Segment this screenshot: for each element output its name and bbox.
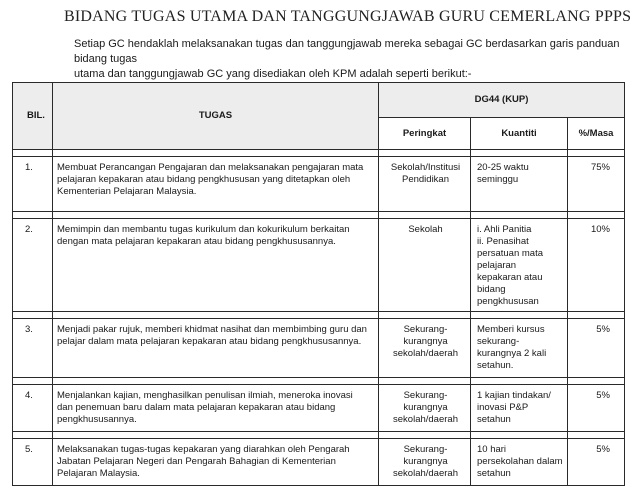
header-peringkat: Peringkat — [379, 118, 471, 150]
header-masa: %/Masa — [568, 118, 625, 150]
kuantiti-item-2: ii. Penasihat persatuan mata pelajaran kepakaran atau bidang pengkhususan — [477, 236, 544, 307]
row-masa: 5% — [568, 385, 625, 432]
row-tugas: Melaksanakan tugas-tugas kepakaran yang diarahkan oleh Pengarah Jabatan Pelajaran Negeri dan Pengarah Bahagian di Kementerian Pelajaran Malaysia. — [53, 439, 379, 486]
header-dg44: DG44 (KUP) — [379, 83, 625, 118]
intro-line-2: utama dan tanggungjawab GC yang disediakan oleh KPM adalah seperti berikut:- — [74, 68, 472, 80]
row-peringkat: Sekurang-kurangnya sekolah/daerah — [379, 439, 471, 486]
intro-line-1: Setiap GC hendaklah melaksanakan tugas dan tanggungjawab mereka sebagai GC berdasarkan garis panduan bidang tugas — [74, 38, 620, 65]
row-tugas: Membuat Perancangan Pengajaran dan melaksanakan pengajaran mata pelajaran kepakaran atau bidang pengkhususan yang ditetapkan oleh Kementerian Pelajaran Malaysia. — [53, 157, 379, 212]
row-number: 3. — [13, 319, 53, 378]
table-row — [13, 319, 625, 378]
row-tugas: Menjalankan kajian, menghasilkan penulisan ilmiah, meneroka inovasi dan penemuan baru dalam mata pelajaran kepakaran atau bidang pengkhususannya. — [53, 385, 379, 432]
row-kuantiti: 10 hari persekolahan dalam setahun — [471, 439, 568, 486]
row-number: 1. — [13, 157, 53, 212]
duties-table — [12, 82, 625, 486]
page-title: BIDANG TUGAS UTAMA DAN TANGGUNGJAWAB GURU CEMERLANG PPPS — [64, 8, 632, 25]
row-peringkat: Sekurang-kurangnya sekolah/daerah — [379, 385, 471, 432]
row-kuantiti — [471, 219, 568, 312]
row-tugas: Menjadi pakar rujuk, memberi khidmat nasihat dan membimbing guru dan pelajar dalam mata pelajaran kepakaran atau bidang pengkhususannya. — [53, 319, 379, 378]
row-kuantiti: 1 kajian tindakan/ inovasi P&P setahun — [471, 385, 568, 432]
table-row — [13, 219, 625, 312]
row-number: 4. — [13, 385, 53, 432]
kuantiti-item-1: i. Ahli Panitia — [477, 224, 532, 235]
row-peringkat: Sekurang-kurangnya sekolah/daerah — [379, 319, 471, 378]
row-number: 5. — [13, 439, 53, 486]
row-peringkat: Sekolah — [379, 219, 471, 312]
row-kuantiti: 20-25 waktu seminggu — [471, 157, 568, 212]
table-row — [13, 385, 625, 432]
row-tugas: Memimpin dan membantu tugas kurikulum dan kokurikulum berkaitan dengan mata pelajaran kepakaran atau bidang pengkhususannya. — [53, 219, 379, 312]
intro-paragraph — [74, 37, 622, 82]
header-tugas: TUGAS — [53, 83, 379, 150]
row-peringkat: Sekolah/Institusi Pendidikan — [379, 157, 471, 212]
row-number: 2. — [13, 219, 53, 312]
header-bil: BIL. — [13, 83, 53, 150]
row-masa: 75% — [568, 157, 625, 212]
table-row — [13, 157, 625, 212]
row-kuantiti: Memberi kursus sekurang-kurangnya 2 kali setahun. — [471, 319, 568, 378]
row-masa: 5% — [568, 319, 625, 378]
row-masa: 5% — [568, 439, 625, 486]
header-kuantiti: Kuantiti — [471, 118, 568, 150]
row-masa: 10% — [568, 219, 625, 312]
table-row — [13, 439, 625, 486]
